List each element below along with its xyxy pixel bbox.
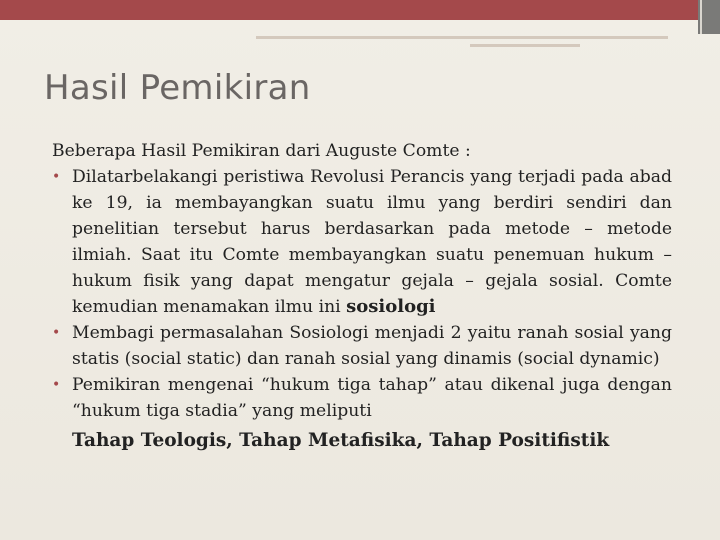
corner-notch (700, 0, 702, 34)
bullet-text: Dilatarbelakangi peristiwa Revolusi Perancis yang terjadi pada abad ke 19, ia membayangkan suatu ilmu yang berdiri sendiri dan penelitian tersebut harus berdasarkan pada metode – metode ilmiah. Saat itu Comte membayangkan suatu penemuan hukum – hukum fisik yang dapat mengatur gejala – gejala sosial. Comte kemudian menamakan ilmu ini (72, 167, 672, 317)
slide-title: Hasil Pemikiran (44, 68, 311, 108)
accent-line (256, 36, 668, 39)
bullet-list (52, 164, 672, 424)
bullet-icon: • (52, 169, 61, 185)
intro-text: Beberapa Hasil Pemikiran dari Auguste Comte : (52, 141, 471, 161)
bullet-text: Membagi permasalahan Sosiologi menjadi 2 yaitu ranah sosial yang statis (social static) dan ranah sosial yang dinamis (social dynamic) (72, 323, 672, 369)
bullet-emphasis: sosiologi (346, 296, 436, 317)
stages-text: Tahap Teologis, Tahap Metafisika, Tahap Positifistik (72, 430, 610, 451)
accent-line-short (470, 44, 580, 47)
bullet-item-2 (52, 320, 672, 372)
bullet-item-1 (52, 164, 672, 320)
corner-bar (698, 0, 720, 34)
bullet-icon: • (52, 377, 61, 393)
bullet-icon: • (52, 325, 61, 341)
header-bar (0, 0, 698, 20)
bullet-item-3 (52, 372, 672, 424)
bullet-text: Pemikiran mengenai “hukum tiga tahap” atau dikenal juga dengan “hukum tiga stadia” yang meliputi (72, 375, 672, 421)
slide-content (52, 138, 672, 454)
